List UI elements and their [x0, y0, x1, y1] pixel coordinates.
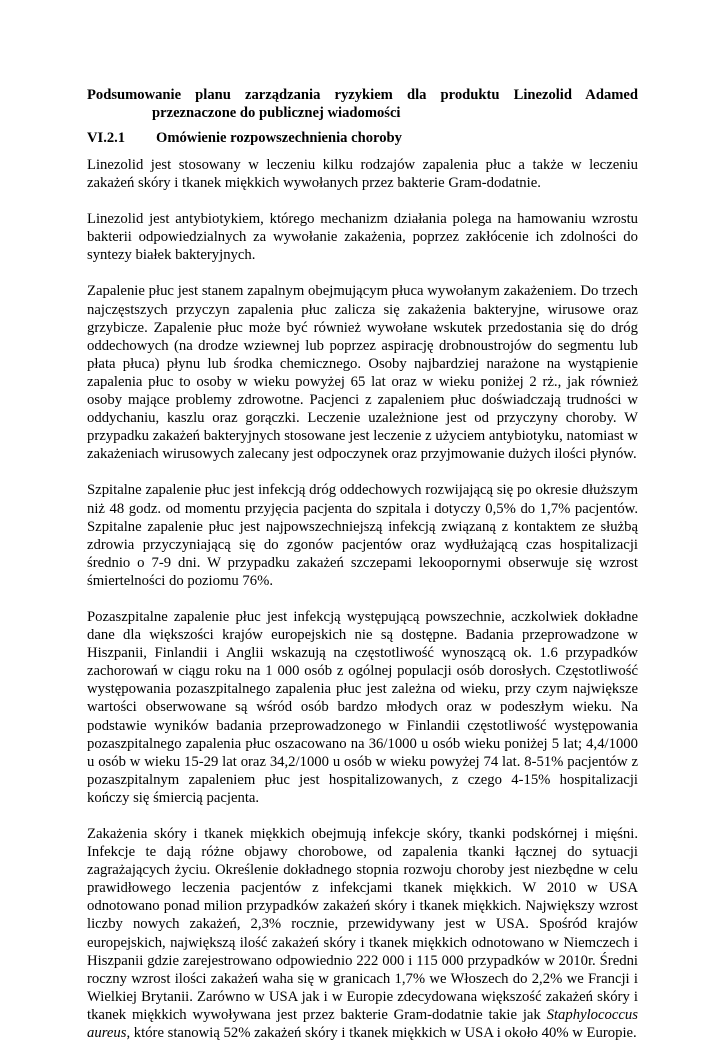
- document-page: [87, 86, 638, 1060]
- paragraph: [87, 825, 638, 1042]
- section-heading: [87, 129, 638, 147]
- document-title-line-2: przeznaczone do publicznej wiadomości: [152, 105, 401, 121]
- document-title: [87, 86, 638, 122]
- paragraph-text: Zakażenia skóry i tkanek miękkich obejmują infekcje skóry, tkanki podskórnej i mięśni. Infekcje te dają różne objawy chorobowe, od zapalenia tkanki łącznej do sytuacji zagrażających życiu. Określenie dokładnego stopnia rozwoju choroby jest niezbędne w celu prawidłowego leczenia pacjentów z infekcjami tkanek miękkich. W 2010 w USA odnotowano ponad milion przypadków zakażeń skóry i tkanek miękkich. Największy wzrost liczby nowych zakażeń, 2,3% rocznie, przewidywany jest w USA. Spośród krajów europejskich, największą ilość zakażeń skóry i tkanek miękkich odnotowano w Niemczech i Hiszpanii gdzie zarejestrowano odpowiednio 222 000 i 115 000 przypadków w 2010r. Średni roczny wzrost ilości zakażeń waha się w granicach 1,7% we Włoszech do 2,2% we Francji i Wielkiej Brytanii. Zarówno w USA jak i w Europie zdecydowana większość zakażeń skóry i tkanek miękkich wywoływana jest przez bakterie Gram-dodatnie takie jak: [87, 826, 638, 1023]
- paragraph: Linezolid jest stosowany w leczeniu kilku rodzajów zapalenia płuc a także w leczeniu zakażeń skóry i tkanek miękkich wywołanych przez bakterie Gram-dodatnie.: [87, 157, 638, 192]
- paragraph: Szpitalne zapalenie płuc jest infekcją dróg oddechowych rozwijającą się po okresie dłuższym niż 48 godz. od momentu przyjęcia pacjenta do szpitala i dotyczy 0,5% do 1,7% pacjentów. Szpitalne zapalenie płuc jest najpowszechniejszą infekcją związaną z kontaktem ze służbą zdrowia przyczyniającą się do zgonów pacjentów oraz wydłużającą czas hospitalizacji średnio o 7-9 dni. W przypadku zakażeń szczepami lekoopornymi obserwuje się wzrost śmiertelności do poziomu 76%.: [87, 482, 638, 589]
- section-number: VI.2.1: [87, 130, 126, 146]
- species-name-italic: Staphylococcus aureus: [87, 1006, 638, 1042]
- paragraph: Pozaszpitalne zapalenie płuc jest infekcją występującą powszechnie, aczkolwiek dokładne dane dla większości krajów europejskich nie są dostępne. Badania przeprowadzone w Hiszpanii, Finlandii i Anglii wskazują na częstotliwość wynoszącą ok. 1.6 przypadków zachorowań w ciągu roku na 1 000 osób z ogólnej populacji osób dorosłych. Częstotliwość występowania pozaszpitalnego zapalenia płuc jest zależna od wieku, przy czym największe wartości obserwowane są wśród osób bardzo młodych oraz w podeszłym wieku. Na podstawie wyników badania przeprowadzonego w Finlandii częstotliwość występowania pozaszpitalnego zapalenia płuc oszacowano na 36/1000 u osób wieku poniżej 5 lat; 4,4/1000 u osób w wieku 15-29 lat oraz 34,2/1000 u osób w wieku powyżej 74 lat. 8-51% pacjentów z pozaszpitalnym zapaleniem płuc jest hospitalizowanych, z czego 4-15% hospitalizacji kończy się śmiercią pacjenta.: [87, 608, 638, 806]
- section-title: Omówienie rozpowszechnienia choroby: [156, 130, 402, 146]
- paragraph-text: , które stanowią 52% zakażeń skóry i tkanek miękkich w USA i około 40% w Europie.: [126, 1025, 637, 1042]
- paragraph: Zapalenie płuc jest stanem zapalnym obejmującym płuca wywołanym zakażeniem. Do trzech najczęstszych przyczyn zapalenia płuc zalicza się zakażenia bakteryjne, wirusowe oraz grzybicze. Zapalenie płuc może być również wywołane wskutek przedostania się do dróg oddechowych (na drodze wziewnej lub poprzez aspirację drobnoustrojów do segmentu lub płata płuca) płynu lub środka chemicznego. Osoby najbardziej narażone na wystąpienie zapalenia płuc to osoby w wieku powyżej 65 lat oraz w wieku poniżej 2 rż., jak również osoby mające problemy zdrowotne. Pacjenci z zapaleniem płuc doświadczają trudności w oddychaniu, kaszlu oraz gorączki. Leczenie uzależnione jest od przyczyny choroby. W przypadku zakażeń bakteryjnych stosowane jest leczenie z użyciem antybiotyku, natomiast w zakażeniach wirusowych zalecany jest odpoczynek oraz przyjmowanie dużych ilości płynów.: [87, 283, 638, 463]
- document-title-line-1: Podsumowanie planu zarządzania ryzykiem dla produktu Linezolid Adamed: [87, 87, 638, 103]
- paragraph: Linezolid jest antybiotykiem, którego mechanizm działania polega na hamowaniu wzrostu bakterii odpowiedzialnych za wywołanie zakażenia, poprzez zakłócenie ich zdolności do syntezy białek bakteryjnych.: [87, 211, 638, 264]
